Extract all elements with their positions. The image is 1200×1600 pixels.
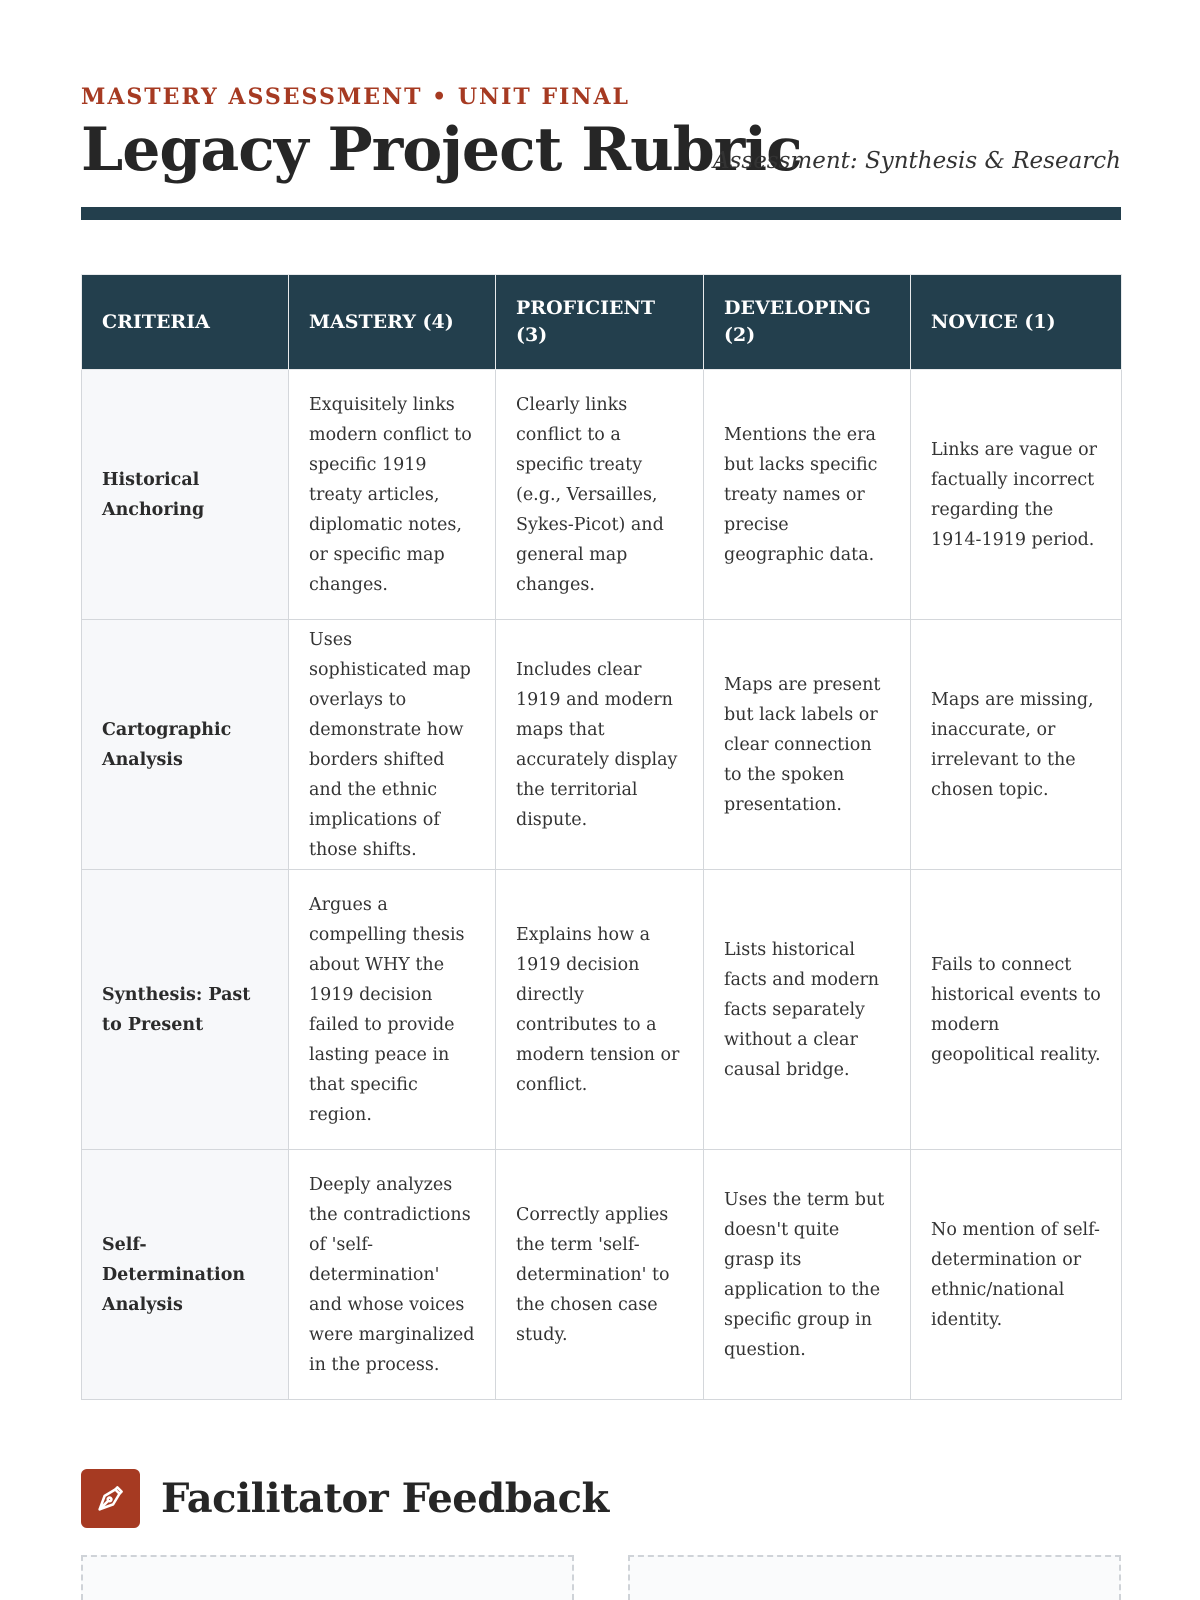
page-title: Legacy Project Rubric [81,115,802,185]
mastery-cell: Uses sophisticated map overlays to demonstrate how borders shifted and the ethnic implications of those shifts. [289,620,496,870]
developing-cell: Uses the term but doesn't quite grasp its application to the specific group in question. [704,1150,911,1400]
criterion-cell: Historical Anchoring [82,370,289,620]
mastery-cell: Exquisitely links modern conflict to specific 1919 treaty articles, diplomatic notes, or specific map changes. [289,370,496,620]
mastery-cell: Deeply analyzes the contradictions of 'self-determination' and whose voices were marginalized in the process. [289,1150,496,1400]
feedback-section-header [81,1468,609,1528]
column-header-novice: NOVICE (1) [911,275,1122,370]
feedback-box-right[interactable] [628,1555,1121,1600]
novice-cell: Links are vague or factually incorrect regarding the 1914-1919 period. [911,370,1122,620]
mastery-cell: Argues a compelling thesis about WHY the 1919 decision failed to provide lasting peace in that specific region. [289,870,496,1150]
rubric-table [81,274,1122,1400]
proficient-cell: Clearly links conflict to a specific treaty (e.g., Versailles, Sykes-Picot) and general map changes. [496,370,704,620]
criterion-cell: Synthesis: Past to Present [82,870,289,1150]
criterion-cell: Self-Determination Analysis [82,1150,289,1400]
proficient-cell: Explains how a 1919 decision directly contributes to a modern tension or conflict. [496,870,704,1150]
proficient-cell: Correctly applies the term 'self-determination' to the chosen case study. [496,1150,704,1400]
pen-nib-icon [81,1469,140,1528]
feedback-title: Facilitator Feedback [161,1474,609,1522]
novice-cell: Fails to connect historical events to modern geopolitical reality. [911,870,1122,1150]
page-subtitle: Assessment: Synthesis & Research [712,148,1121,174]
criterion-cell: Cartographic Analysis [82,620,289,870]
developing-cell: Mentions the era but lacks specific treaty names or precise geographic data. [704,370,911,620]
table-row [82,620,1122,870]
page-kicker: MASTERY ASSESSMENT • UNIT FINAL [81,84,630,110]
proficient-cell: Includes clear 1919 and modern maps that accurately display the territorial dispute. [496,620,704,870]
table-row [82,870,1122,1150]
developing-cell: Maps are present but lack labels or clear connection to the spoken presentation. [704,620,911,870]
column-header-criteria: CRITERIA [82,275,289,370]
column-header-mastery: MASTERY (4) [289,275,496,370]
rubric-header-row [82,275,1122,370]
novice-cell: No mention of self-determination or ethnic/national identity. [911,1150,1122,1400]
header-divider [81,207,1121,220]
developing-cell: Lists historical facts and modern facts separately without a clear causal bridge. [704,870,911,1150]
column-header-developing: DEVELOPING (2) [704,275,911,370]
novice-cell: Maps are missing, inaccurate, or irrelevant to the chosen topic. [911,620,1122,870]
table-row [82,1150,1122,1400]
table-row [82,370,1122,620]
column-header-proficient: PROFICIENT (3) [496,275,704,370]
feedback-box-left[interactable] [81,1555,574,1600]
